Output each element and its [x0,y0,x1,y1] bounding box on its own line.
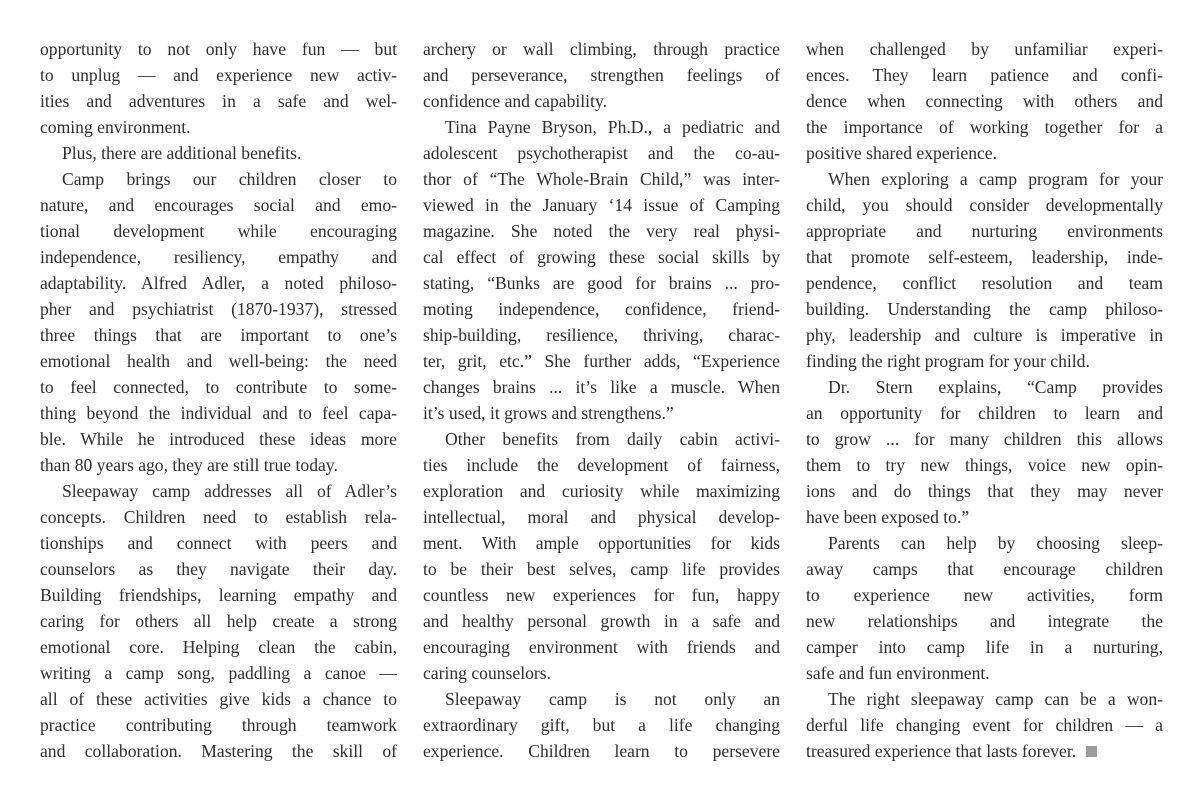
text-line: child, you should consider developmentally [806,195,1163,215]
text-line: to feel connected, to contribute to some- [40,377,397,397]
text-line: cal effect of growing these social skills by [423,247,780,267]
text-line: Sleepaway camp is not only an [445,689,780,709]
text-line: practice contributing through teamwork [40,715,397,735]
text-line: tionships and connect with peers and [40,533,397,553]
text-line: archery or wall climbing, through practice [423,39,780,59]
text-line: counselors as they navigate their day. [40,559,397,579]
text-line: Camp brings our children closer to [62,169,397,189]
text-line: viewed in the January ‘14 issue of Camping [423,195,780,215]
text-line: the importance of working together for a [806,117,1163,137]
text-line: thing beyond the individual and to feel capa- [40,403,397,423]
text-line: dence when connecting with others and [806,91,1163,111]
text-line: thor of “The Whole-Brain Child,” was inter- [423,169,780,189]
text-line: pendence, conflict resolution and team [806,273,1163,293]
text-line: stating, “Bunks are good for brains ... pro- [423,273,780,293]
text-line: ter, grit, etc.” She further adds, “Experience [423,351,780,371]
text-line: to experience new activities, form [806,585,1163,605]
text-line: Other benefits from daily cabin activi- [445,429,780,449]
text-line: and healthy personal growth in a safe and [423,611,780,631]
text-line: to grow ... for many children this allows [806,429,1163,449]
text-line: opportunity to not only have fun — but [40,39,397,59]
end-mark-icon [1086,746,1097,757]
text-line: phy, leadership and culture is imperative in [806,325,1163,345]
text-line: countless new experiences for fun, happy [423,585,780,605]
text-line: ment. With ample opportunities for kids [423,533,780,553]
text-line: positive shared experience. [806,143,998,163]
text-column-1 [40,36,397,764]
text-line: intellectual, moral and physical develop- [423,507,780,527]
text-column-3 [806,36,1163,764]
text-line: confidence and capability. [423,91,607,111]
text-line: ions and do things that they may never [806,481,1163,501]
text-line: changes brains ... it’s like a muscle. When [423,377,780,397]
text-column-2 [423,36,780,764]
text-line: caring for others all help create a strong [40,611,397,631]
text-line: The right sleepaway camp can be a won- [828,689,1163,709]
text-line: derful life changing event for children — a [806,715,1163,735]
text-line: pher and psychiatrist (1870-1937), stressed [40,299,397,319]
text-line: ble. While he introduced these ideas more [40,429,397,449]
text-line: away camps that encourage children [806,559,1163,579]
text-line: When exploring a camp program for your [828,169,1163,189]
text-line: all of these activities give kids a chance to [40,689,397,709]
text-line: finding the right program for your child. [806,351,1090,371]
text-line: Parents can help by choosing sleep- [828,533,1163,553]
text-line: Dr. Stern explains, “Camp provides [828,377,1163,397]
text-line: three things that are important to one’s [40,325,397,345]
text-line: exploration and curiosity while maximizing [423,481,780,501]
text-line: that promote self-esteem, leadership, inde- [806,247,1163,267]
text-line: moting independence, confidence, friend- [423,299,780,319]
text-line: ties include the development of fairness, [423,455,780,475]
text-line: caring counselors. [423,663,552,683]
text-line: to be their best selves, camp life provides [423,559,780,579]
text-line: adolescent psychotherapist and the co-au- [423,143,780,163]
text-line: appropriate and nurturing environments [806,221,1163,241]
text-line: Plus, there are additional benefits. [62,143,302,163]
text-line: Sleepaway camp addresses all of Adler’s [62,481,397,501]
text-line: writing a camp song, paddling a canoe — [40,663,397,683]
text-line: and perseverance, strengthen feelings of [423,65,780,85]
text-line: encouraging environment with friends and [423,637,780,657]
text-line: an opportunity for children to learn and [806,403,1163,423]
text-line: nature, and encourages social and emo- [40,195,397,215]
text-line: emotional core. Helping clean the cabin, [40,637,397,657]
text-line: magazine. She noted the very real physi- [423,221,780,241]
text-line: ship-building, resilience, thriving, charac- [423,325,780,345]
text-line: new relationships and integrate the [806,611,1163,631]
text-line: Building friendships, learning empathy and [40,585,397,605]
text-line: extraordinary gift, but a life changing [423,715,780,735]
text-line: building. Understanding the camp philoso- [806,299,1163,319]
text-line: ences. They learn patience and confi- [806,65,1163,85]
text-line: to unplug — and experience new activ- [40,65,397,85]
text-line: treasured experience that lasts forever. [806,738,1163,764]
text-line: and collaboration. Mastering the skill of [40,741,397,761]
text-line: camper into camp life in a nurturing, [806,637,1163,657]
text-line: concepts. Children need to establish rela- [40,507,397,527]
text-line: emotional health and well-being: the need [40,351,397,371]
text-line: coming environment. [40,117,191,137]
text-line: them to try new things, voice new opin- [806,455,1163,475]
text-line: Tina Payne Bryson, Ph.D., a pediatric and [445,117,780,137]
text-line: experience. Children learn to persevere [423,741,780,761]
text-line: ities and adventures in a safe and wel- [40,91,397,111]
text-line: adaptability. Alfred Adler, a noted philoso- [40,273,397,293]
text-line: it’s used, it grows and strengthens.” [423,403,674,423]
text-line: have been exposed to.” [806,507,970,527]
text-line: tional development while encouraging [40,221,397,241]
text-line: independence, resiliency, empathy and [40,247,397,267]
text-line: safe and fun environment. [806,663,990,683]
text-line: when challenged by unfamiliar experi- [806,39,1163,59]
text-line: than 80 years ago, they are still true today. [40,455,338,475]
